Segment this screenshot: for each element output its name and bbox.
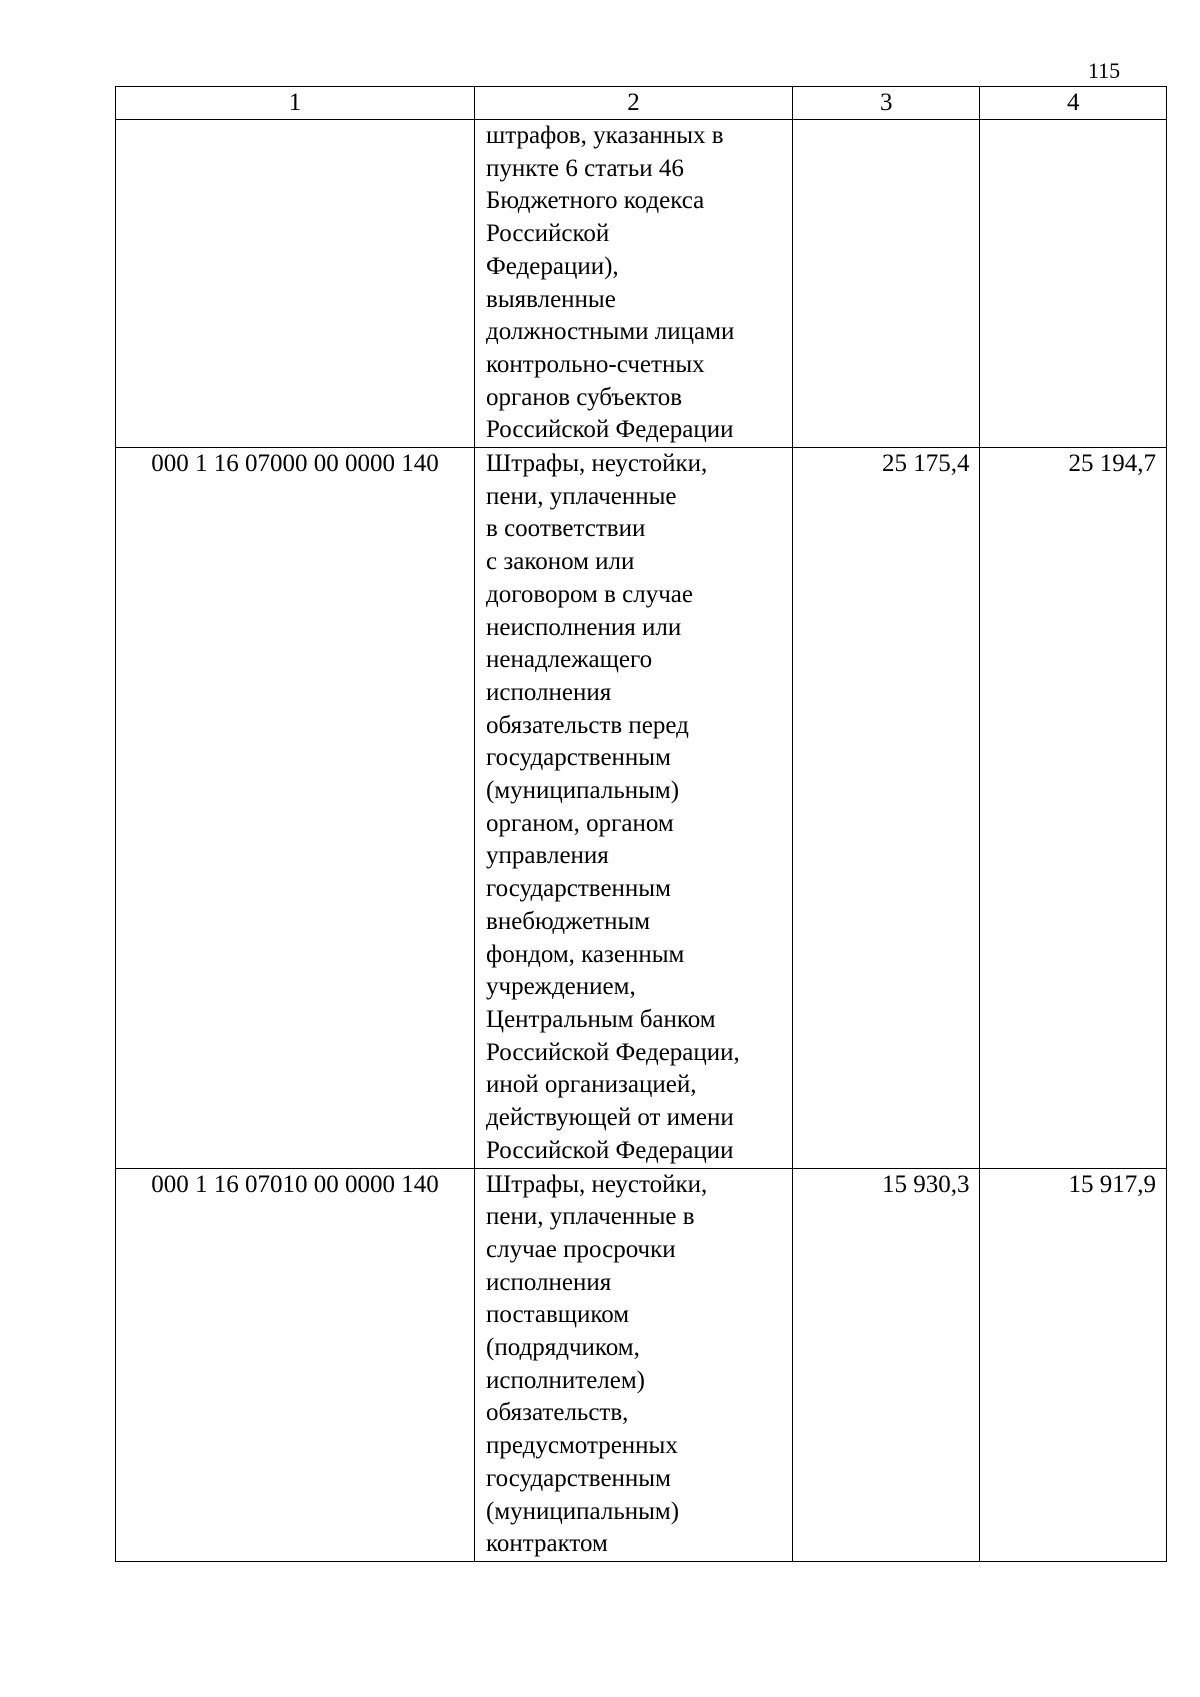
description-line: с законом или — [486, 548, 635, 576]
description-line: ненадлежащего — [486, 646, 653, 674]
description-line: Федерации), — [486, 252, 619, 280]
description-line: фондом, казенным — [486, 940, 685, 968]
description-line: исполнителем) — [486, 1366, 646, 1394]
description-cell — [475, 448, 793, 1168]
table-row — [116, 120, 1167, 448]
description-line: органом, органом — [486, 809, 674, 837]
description-line: (муниципальным) — [486, 1497, 680, 1525]
value-cell-column-3: 15 930,3 — [792, 1168, 980, 1561]
description-line: действующей от имени — [486, 1104, 734, 1132]
description-line: контрактом — [486, 1530, 608, 1558]
column-header-1: 1 — [116, 87, 475, 120]
description-line: Российской Федерации — [486, 1136, 734, 1164]
description-line: Российской Федерации — [486, 416, 734, 444]
description-line: органов субъектов — [486, 383, 683, 411]
description-line: пени, уплаченные в — [486, 1203, 695, 1231]
description-line: исполнения — [486, 678, 612, 706]
description-line: государственным — [486, 875, 671, 903]
description-line: должностными лицами — [486, 318, 735, 346]
description-line: контрольно-счетных — [486, 350, 705, 378]
value-cell-column-4: 15 917,9 — [980, 1168, 1167, 1561]
description-line: иной организацией, — [486, 1071, 697, 1099]
description-cell — [475, 1168, 793, 1561]
description-line: Штрафы, неустойки, — [486, 1170, 708, 1198]
description-line: исполнения — [486, 1268, 612, 1296]
table-row — [116, 448, 1167, 1168]
description-line: в соответствии — [486, 515, 646, 543]
value-cell-column-4: 25 194,7 — [980, 448, 1167, 1168]
description-line: (подрядчиком, — [486, 1334, 640, 1362]
description-line: предусмотренных — [486, 1432, 678, 1460]
description-line: выявленные — [486, 285, 616, 313]
description-line: обязательств, — [486, 1399, 629, 1427]
description-line: штрафов, указанных в — [486, 122, 724, 149]
description-line: управления — [486, 842, 609, 870]
page-number: 115 — [1088, 58, 1121, 83]
description-line: (муниципальным) — [486, 777, 680, 805]
description-line: поставщиком — [486, 1301, 630, 1329]
value-cell-column-3: 25 175,4 — [792, 448, 980, 1168]
description-line: Центральным банком — [486, 1005, 716, 1033]
value-cell-column-3 — [792, 120, 980, 448]
description-line: учреждением, — [486, 973, 636, 1001]
description-line: случае просрочки — [486, 1235, 676, 1263]
header-row — [116, 87, 1167, 120]
column-header-4: 4 — [980, 87, 1167, 120]
budget-code-cell: 000 1 16 07000 00 0000 140 — [116, 448, 475, 1168]
description-line: Российской Федерации, — [486, 1038, 740, 1066]
table-row — [116, 1168, 1167, 1561]
description-line: Штрафы, неустойки, — [486, 450, 708, 478]
value-cell-column-4 — [980, 120, 1167, 448]
description-line: Российской — [486, 220, 610, 248]
column-header-3: 3 — [792, 87, 980, 120]
description-line: неисполнения или — [486, 613, 682, 641]
budget-code-cell — [116, 120, 475, 448]
description-line: договором в случае — [486, 580, 693, 608]
description-line: государственным — [486, 744, 671, 772]
budget-code-cell: 000 1 16 07010 00 0000 140 — [116, 1168, 475, 1561]
budget-table — [115, 86, 1167, 1562]
description-line: обязательств перед — [486, 711, 689, 739]
description-line: государственным — [486, 1464, 671, 1492]
description-line: Бюджетного кодекса — [486, 187, 705, 215]
column-header-2: 2 — [475, 87, 793, 120]
description-line: внебюджетным — [486, 907, 651, 935]
description-line: пени, уплаченные — [486, 482, 677, 510]
description-line: пункте 6 статьи 46 — [486, 154, 684, 182]
description-cell — [475, 120, 793, 448]
